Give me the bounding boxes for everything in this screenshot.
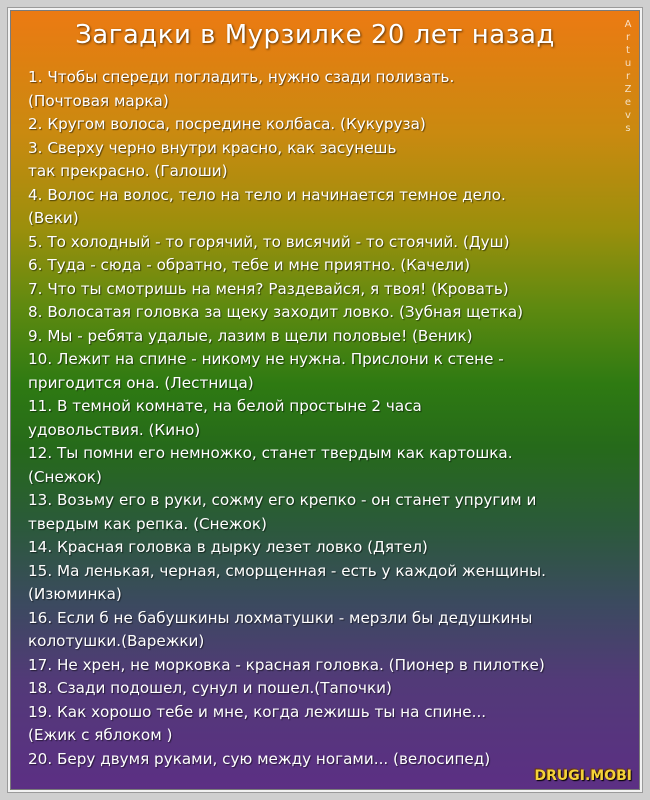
riddle-line: 4. Волос на волос, тело на тело и начинается темное дело. <box>28 185 506 204</box>
riddle-line: 14. Красная головка в дырку лезет ловко (Дятел) <box>28 538 428 556</box>
riddle-line: (Веки) <box>28 209 79 227</box>
riddle-list <box>28 66 626 771</box>
signature-letter: v <box>625 110 631 121</box>
riddle-line: 20. Беру двумя руками, сую между ногами... (велосипед) <box>28 749 491 768</box>
riddle-line: 18. Сзади подошел, сунул и пошел.(Тапочки) <box>28 679 392 697</box>
riddle-line: 2. Кругом волоса, посредине колбаса. (Кукуруза) <box>28 115 426 133</box>
riddle-line: колотушки.(Варежки) <box>28 632 205 650</box>
signature-letter: r <box>625 32 631 43</box>
riddle-line: 17. Не хрен, не морковка - красная головка. (Пионер в пилотке) <box>28 655 545 674</box>
signature-letter: Z <box>624 84 632 95</box>
page-title: Загадки в Мурзилке 20 лет назад <box>75 20 555 50</box>
riddle-line: 16. Если б не бабушкины лохматушки - мерзли бы дедушкины <box>28 608 533 627</box>
riddle-line: (Почтовая марка) <box>28 91 169 110</box>
signature-letter: A <box>624 19 632 30</box>
riddle-line: 19. Как хорошо тебе и мне, когда лежишь ты на спине... <box>28 702 487 721</box>
riddle-line: 7. Что ты смотришь на меня? Раздевайся, я твоя! (Кровать) <box>28 279 509 298</box>
riddle-line: так прекрасно. (Галоши) <box>28 162 228 180</box>
riddle-line: удовольствия. (Кино) <box>28 420 201 439</box>
riddle-line: 6. Туда - сюда - обратно, тебе и мне приятно. (Качели) <box>28 256 471 274</box>
riddle-line: 1. Чтобы спереди погладить, нужно сзади полизать. <box>28 68 455 86</box>
riddle-line: 10. Лежит на спине - никому не нужна. Прислони к стене - <box>28 350 504 368</box>
signature-letter: e <box>624 97 632 108</box>
riddle-line: (Изюминка) <box>28 585 122 603</box>
riddle-line: твердым как репка. (Снежок) <box>28 514 267 533</box>
riddle-line: 12. Ты помни его немножко, станет твердым как картошка. <box>28 444 513 462</box>
riddle-line: (Снежок) <box>28 467 102 486</box>
riddle-line: 13. Возьму его в руки, сожму его крепко - он станет упругим и <box>28 491 537 509</box>
signature-letter: r <box>625 71 631 82</box>
signature-letter: s <box>625 123 631 134</box>
watermark-logo: DRUGI.MOBI <box>534 768 632 784</box>
riddle-line: 8. Волосатая головка за щеку заходит ловко. (Зубная щетка) <box>28 303 524 321</box>
riddle-line: 11. В темной комнате, на белой простыне 2 часа <box>28 397 422 415</box>
riddle-line: (Ежик с яблоком ) <box>28 726 173 744</box>
riddle-line: пригодится она. (Лестница) <box>28 373 254 392</box>
gradient-panel <box>8 8 642 792</box>
riddle-line: 15. Ма ленькая, черная, сморщенная - есть у каждой женщины. <box>28 561 546 580</box>
signature-letter: t <box>626 45 630 56</box>
riddle-line: 9. Мы - ребята удалые, лазим в щели половые! (Веник) <box>28 326 473 345</box>
riddle-line: 3. Сверху черно внутри красно, как засунешь <box>28 138 397 157</box>
riddle-line: 5. То холодный - то горячий, то висячий - то стоячий. (Душ) <box>28 232 510 251</box>
signature-letter: u <box>624 58 632 69</box>
